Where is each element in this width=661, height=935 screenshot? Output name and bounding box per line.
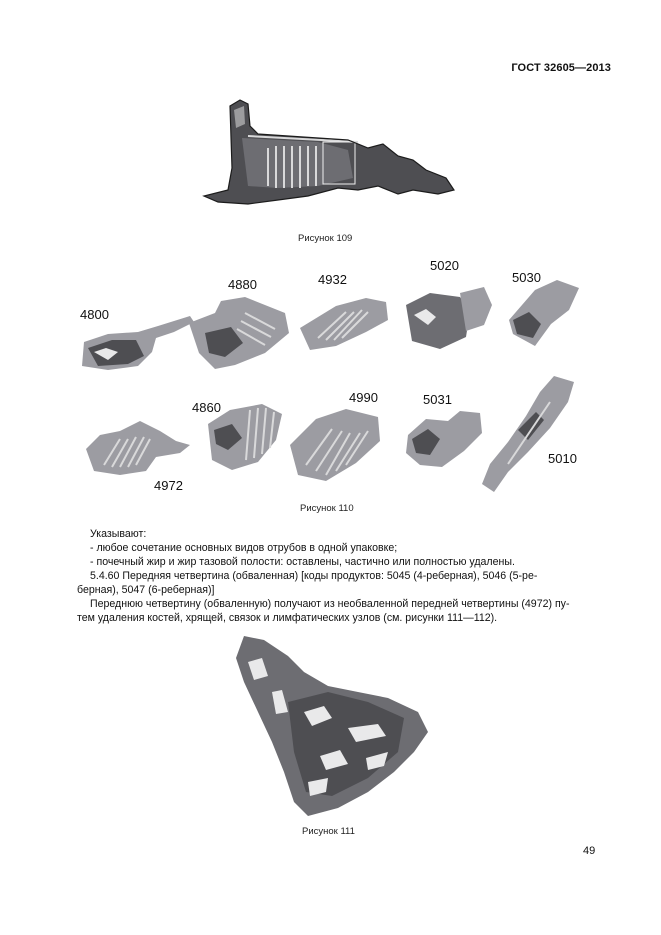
cut-5010-image (478, 372, 578, 497)
cut-4932-image (296, 292, 391, 354)
document-header: ГОСТ 32605—2013 (511, 62, 611, 74)
page-number: 49 (583, 845, 596, 857)
code-label: 4860 (192, 400, 221, 415)
cut-4990-image (286, 405, 386, 485)
paragraph-continued: тем удаления костей, хрящей, связок и лимфатических узлов (см. рисунки 111—112). (77, 612, 498, 624)
cut-4972-image (80, 415, 195, 477)
code-label: 5020 (430, 258, 459, 273)
cut-5020-image (400, 285, 495, 355)
cut-4800-image (78, 312, 198, 374)
figure-109-caption: Рисунок 109 (298, 233, 353, 244)
code-label: 4800 (80, 307, 109, 322)
cut-4860-image (202, 400, 287, 475)
indicate-label: Указывают: (90, 528, 147, 540)
code-label: 5010 (548, 451, 577, 466)
section-heading-continued: берная), 5047 (6-реберная)] (77, 584, 215, 596)
cut-5031-image (402, 405, 487, 475)
cut-5030-image (505, 280, 585, 350)
boneless-forequarter-image (228, 632, 433, 822)
section-heading: 5.4.60 Передняя четвертина (обваленная) [коды продуктов: 5045 (4-реберная), 5046 (5-ре- (90, 570, 538, 582)
code-label: 4932 (318, 272, 347, 287)
list-item: - любое сочетание основных видов отрубов в одной упаковке; (90, 542, 398, 554)
code-label: 4990 (349, 390, 378, 405)
code-label: 4880 (228, 277, 257, 292)
figure-110-caption: Рисунок 110 (300, 503, 354, 514)
code-label: 5031 (423, 392, 452, 407)
carcass-side-image (198, 98, 460, 208)
paragraph: Переднюю четвертину (обваленную) получают из необваленной передней четвертины (4972) пу- (90, 598, 570, 610)
cut-4880-image (185, 293, 295, 373)
list-item: - почечный жир и жир тазовой полости: оставлены, частично или полностью удалены. (90, 556, 515, 568)
code-label: 4972 (154, 478, 183, 493)
code-label: 5030 (512, 270, 541, 285)
figure-111-caption: Рисунок 111 (302, 826, 355, 837)
